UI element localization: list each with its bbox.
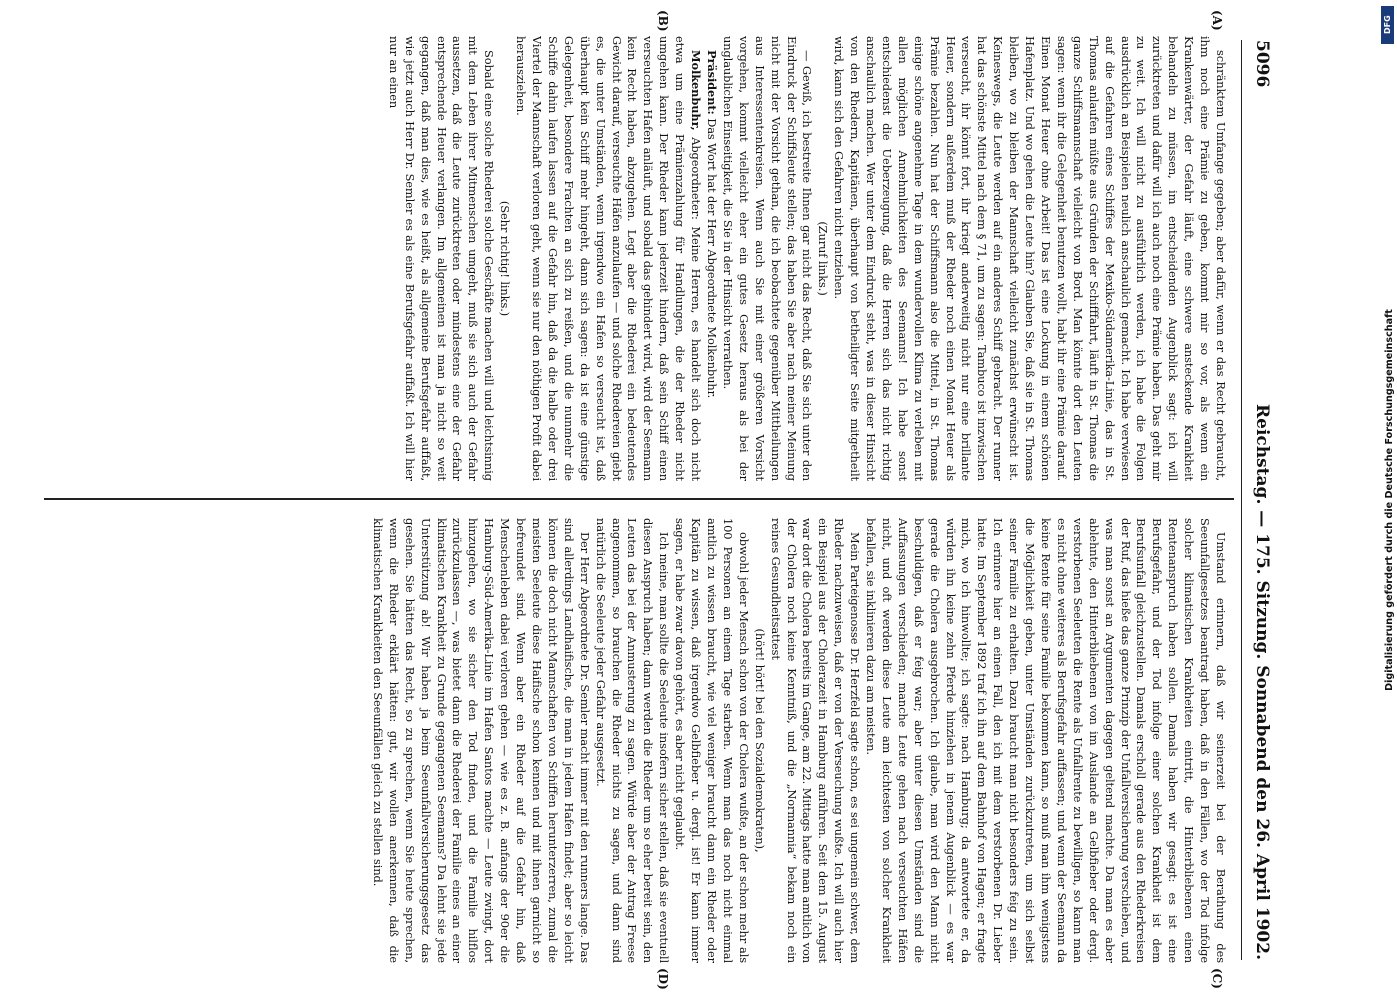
speaker-text: Abgeordneter: Meine Herren, es handelt sich doch nicht etwa um eine Prämienzahlung für Handlungen, die der Rheder nicht umgehen kann. Der Rheder kann jederzeit hindern, daß sein Schiff einen verseuchten Hafen anläuft, und sobald das gehindert wird, wird der Seemann kein Recht haben, abzugehen. Legt aber die Rhederei ein bedeutendes Gewicht darauf, verseuchte Häfen anzulaufen — und solche Rhedereien giebt es, die unter Umständen, wenn irgendwo ein Hafen so verseucht ist, daß überhaupt kein Schiff mehr hingeht, dann sich sagen: da ist eine günstige Gelegenheit, besondere Frachten an sich zu reißen, und die nunmehr die Schiffe dahin laufen lassen auf die Gefahr hin, daß da die halbe oder drei Viertel der Mannschaft verloren geht, wenn sie nur den nöthigen Profit dabei herausziehen. — [514, 36, 704, 481]
president-remark — [703, 36, 719, 481]
margin-marker-c: (C) — [1210, 968, 1224, 989]
column-divider — [44, 498, 1234, 500]
body-paragraph: schränktem Umfange gegeben; aber dafür, wenn er das Recht gebraucht, ihm noch eine Prämie zu geben, kommt mir so vor, als wenn ein Krankenwärter, der Gefahr läuft, eine schwere ansteckende Krankheit behandeln zu müssen, im entscheidenden Augenblick sagt: ich will zurücktreten und dafür will ich auch noch eine Prämie haben. Das geht mir zu weit. Ich will nicht zu ausführlich werden, ich habe die Folgen ausdrücklich an Beispielen neulich anschaulich gemacht. Ich habe verwiesen auf die Gefahren eines Schiffes der Mexiko-Südamerika-Linie, das in St. Thomas anlaufen müßte aus Gründen der Schifffahrt, läuft in St. Thomas die ganze Schiffsmannschaft vielleicht von Bord. Man könnte dort den Leuten sagen: wenn ihr die Gelegenheit benutzen wollt, habt ihr eine Prämie darauf. Einen Monat Heuer ohne Arbeit! Das ist eine Lockung in einem schönen Hafenplatz. Und wo gehen die Leute hin? Glauben Sie, daß sie in St. Thomas bleiben, wo zu bleiben der Mannschaft vielleicht zunächst erwünscht ist. Keineswegs, die Leute werden auf ein anderes Schiff gebracht. Der runner hat das schönste Mittel nach dem § 71, um zu sagen: Tambuco ist inzwischen verseucht, ihr könnt fort, ihr kriegt anderweitig nicht nur eine brillante Heuer, sondern außerdem muß der Rheder noch einen Monat Heuer als Prämie bezahlen. Nun hat der Schiffsmann also die Mittel, in St. Thomas einige schöne angenehme Tage in dem wundervollen Klima zu verleben mit allen möglichen Annehmlichkeiten des Seemanns! Ich habe sonst entschiedenst die Ueberzeugung, daß die Herren sich das nicht richtig anschaulich machen. Wer unter dem Eindruck steht, was in dieser Hinsicht von den Rhedern, Kapitänen, überhaupt von betheiligter Seite mitgetheilt wird, kann sich den Gefahren nicht entziehen. — [832, 36, 1228, 481]
interjection: (hört! hört! bei den Sozialdemokraten), — [752, 628, 767, 853]
right-text-column — [58, 518, 1228, 963]
speaker-text: Das Wort hat der Herr Abgeordnete Molkenbuhr. — [705, 118, 719, 399]
speech-paragraph — [512, 36, 703, 481]
body-paragraph: Mein Parteigenosse Dr. Herzfeld sagte schon, es sei ungemein schwer, dem Rheder nachzuweisen, daß er von der Verseuchung wußte. Ich will auch hier ein Beispiel aus der Cholerazeit in Hamburg anführen. Seit dem 15. August war dort die Cholera bereits im Gange, am 22. Mittags hatte man amtlich von der Cholera noch keine Kenntniß, und die „Normannia“ bekam noch ein reines Gesundheitsattest — [768, 518, 863, 963]
body-paragraph: Sobald eine solche Rhederei solche Geschäfte machen will und leichtsinnig mit dem Leben ihrer Mitmenschen umgeht, muß sie sich auch der Gefahr aussetzen, daß die Leute zurücktreten oder mindestens eine der Gefahr entsprechende Heuer verlangen. Im allgemeinen ist man ja nicht so weit gegangen, daß man dies, wie es heißt, als allgemeine Berufsgefahr auffaßt, wie jetzt auch Herr Dr. Semler es als eine Berufsgefahr auffaßt. Ich will hier nur an einen — [386, 36, 497, 481]
interjection: (Zuruf links.) — [816, 221, 831, 296]
body-paragraph: Ich meine, man sollte die Seeleute insofern sicher stellen, daß sie eventuell diesen Anspruch haben; dann werden die Rheder um so eher bereit sein, den Leuten das bei der Anmusterung zu sagen. Würde aber der Antrag Freese angenommen, so brauchen die Rheder nichts zu sagen, und dann sind natürlich die Seeleute jeder Gefahr ausgesetzt. — [593, 518, 672, 963]
interjection: (Sehr richtig! links.) — [498, 200, 513, 317]
margin-marker-b: (B) — [656, 10, 670, 32]
dfg-logo: DFG — [1381, 6, 1394, 44]
funding-note: Digitalisierung gefördert durch die Deutsche Forschungsgemeinschaft — [1384, 309, 1395, 691]
body-paragraph: obwohl jeder Mensch schon von der Cholera wußte, an der schon mehr als 100 Personen an einem Tage starben. Wenn man das noch nicht einmal amtlich zu wissen braucht, wie viel weniger braucht dann ein Rheder oder Kapitän zu wissen, daß irgendwo Gelbfieber u. dergl. ist! Er kann immer sagen, er habe zwar davon gehört, es aber nicht geglaubt. — [673, 518, 751, 963]
body-paragraph: Umstand erinnern, daß wir seinerzeit bei der Berathung des Seeunfallgesetzes beantragt haben, daß in den Fällen, wo der Tod infolge solcher klimatischen Krankheiten eintritt, die Hinterbliebenen einen Rentenanspruch haben sollen. Damals haben wir gesagt: es ist eine Berufsgefahr, und der Tod infolge einer solchen Krankheit ist dem Berufsunfall gleichzustellen. Damals erscholl gerade aus den Rhederkreisen der Ruf, das hieße das ganze Prinzip der Unfallversicherung verschieben, und was man sonst an Argumenten dagegen geltend machte. Da man es aber ablehnte, den Hinterbliebenen von im Auslande an Gelbfieber oder dergl. verstorbenen Seeleuten die Rente als Unfallrente zu bewilligen, so kann man es nicht ohne weiteres als Berufsgefahr auffassen; und wenn der Seemann da keine Rente für seine Familie bekommen kann, so muß man ihm wenigstens die Möglichkeit geben, unter Umständen zurückzutreten, um sich selbst seiner Familie zu erhalten. Dazu braucht man nicht besonders feig zu sein. Ich erinnere hier an einen Fall, den ich mit dem verstorbenen Dr. Lieber hatte. Im September 1892 traf ich ihn auf dem Bahnhof von Hagen; er fragte mich, wo ich hinwollte; ich sagte: nach Hamburg; da antwortete er, da würden ihn keine zehn Pferde hinziehen in jenem Augenblick — es war gerade die Cholera ausgebrochen. Ich glaube, man wird den Mann nicht beschuldigen, daß er feig war; aber unter diesen Umständen sind die Auffassungen verschieden; manche Leute gehen nach verseuchten Häfen nicht, und oft werden diese Leute am leichtesten von solcher Krankheit befallen, sie inklinieren dazu am meisten. — [864, 518, 1228, 963]
body-paragraph: — Gewiß, ich bestreite Ihnen gar nicht das Recht, daß Sie sich unter den Eindruck der Schiffsleute stellen; das haben Sie aber nach meiner Meinung nicht mit der Vorsicht gethan, die ich beobachtete gegenüber Mittheilungen aus Interessentenkreisen. Wenn auch Sie mit einer größeren Vorsicht vorgehen, kommt vielleicht eher ein gutes Gesetz heraus als bei der unglaublichen Einseitigkeit, die Sie in der Hinsicht verrathen. — [720, 36, 815, 481]
body-paragraph: Der Herr Abgeordnete Dr. Semler macht immer mit den runners lange. Das sind allerdings Landhaifische, die man in jedem Hafen findet; aber so leicht können die doch nicht Mannschaften von Schiffen herunterzerren, zumal die meisten Seeleute diese Haifische schon kennen und mit ihnen garnicht so befreundet sind. Wenn aber ein Rheder auf die Gefahr hin, daß Menschenleben dabei verloren gehen — wie es z. B. anfangs der 90er die Hamburg-Süd-Amerika-Linie im Hafen Santos machte — Leute zwingt, dort hinzugehen, wo sie sicher den Tod finden, und die Familie hilflos zurückzulassen —, was bietet dann die Rhederei der Familie eines an einer klimatischen Krankheit zu Grunde gegangenen Seemanns? Da lehnt sie jede Unterstützung ab! Wir haben ja beim Seeunfallversicherungsgesetz das gesehen. Sie hätten das Recht, so zu sprechen, wenn Sie heute sprechen, wenn die Rheder erklärt hätten: gut, wir wollen anerkennen, daß die klimatischen Krankheiten den Seeunfällen gleich zu stellen sind. — [370, 518, 592, 963]
page-header — [1241, 40, 1282, 960]
margin-marker-d: (D) — [656, 968, 670, 990]
margin-marker-a: (A) — [1210, 10, 1224, 31]
session-title: Reichstag. — 175. Sitzung. Sonnabend den 26. April 1902. — [1252, 404, 1272, 960]
left-text-column — [58, 36, 1228, 481]
speaker-name: Molkenbuhr, — [689, 50, 704, 131]
page-number: 5096 — [1252, 40, 1272, 88]
speaker-name: Präsident: — [705, 50, 719, 115]
